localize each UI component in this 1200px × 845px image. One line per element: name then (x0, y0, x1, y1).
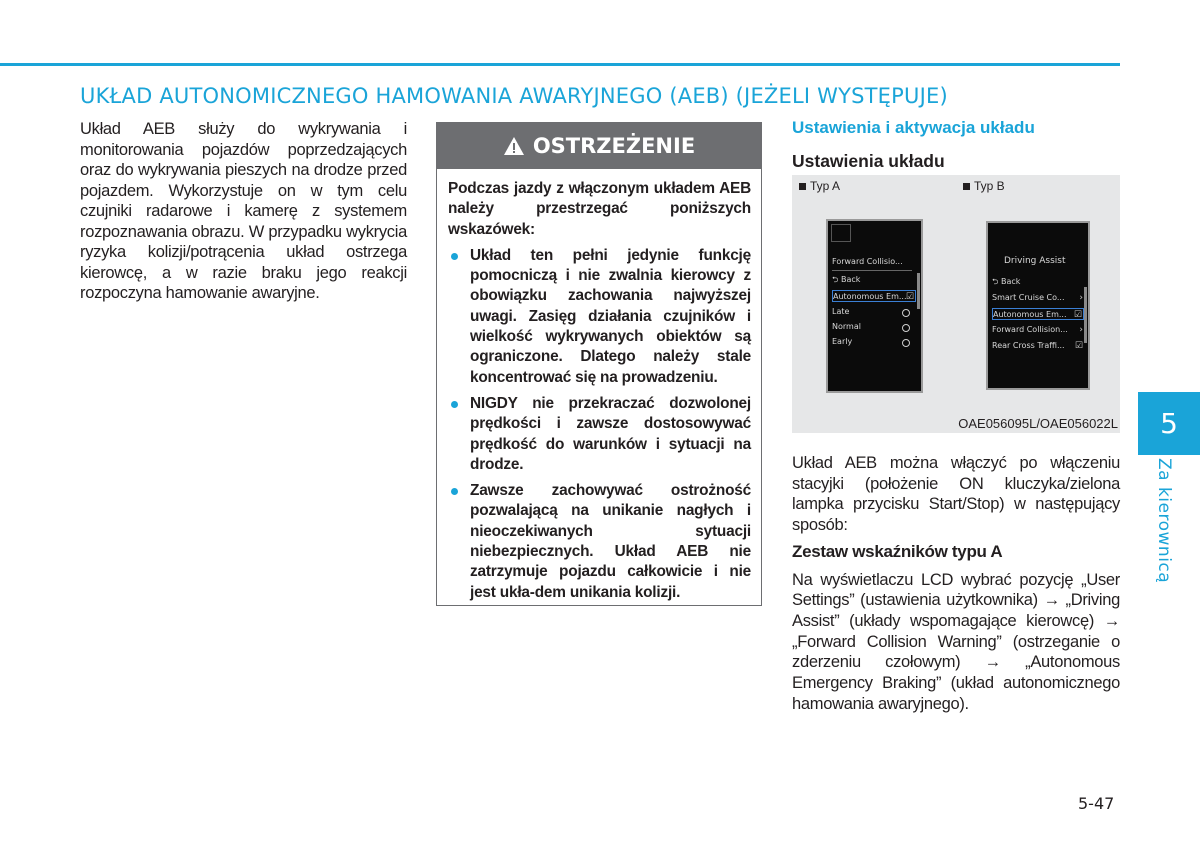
warning-item-text: Układ ten pełni jedynie funkcję pomocniczą i nie zwalnia kierowcy z obowiązku zachowania najwyższej uwagi. Zasięg działania czujników i wielkość wykrywanych obiektów są ograniczone. Dlatego należy stale koncentrować się na prowadzeniu. (470, 246, 751, 386)
warning-item (448, 246, 751, 388)
screen-a-item-text: Normal (832, 322, 861, 331)
check-icon: ☑ (1073, 310, 1082, 320)
chevron-right-icon: › (1079, 325, 1083, 335)
lcd-instructions-paragraph: Na wyświetlaczu LCD wybrać pozycję „User Settings” (ustawienia użytkownika) → „Driving Assist” (układy wspomagające kierowcę) → „Forward Collision Warning” (ostrzeganie o zderzeniu czołowym) → „Autonomous Emergency Braking” (układ autonomicznego hamowania awaryjnego). (792, 570, 1120, 713)
warning-item (448, 394, 751, 475)
warning-body (437, 169, 761, 603)
settings-figure (792, 175, 1120, 433)
activation-paragraph: Układ AEB można włączyć po włączeniu stacyjki (położenie ON kluczyka/zielona lampka przycisku Start/Stop) w następujący sposób: (792, 454, 1120, 535)
screen-b-back (992, 276, 1020, 288)
square-bullet-icon (799, 183, 806, 190)
screen-b-item (992, 340, 1084, 352)
type-a-label (799, 179, 840, 193)
screen-b-item-text: Autonomous Em... (993, 310, 1067, 319)
figure-caption: OAE056095L/OAE056022L (958, 416, 1118, 431)
check-icon: ☑ (905, 292, 914, 302)
radio-icon (902, 309, 910, 317)
screen-a-item-text: Late (832, 307, 850, 316)
warning-header (437, 123, 761, 169)
screen-a-back-text: Back (840, 275, 861, 284)
screen-b-item (992, 324, 1084, 336)
check-icon: ☑ (1074, 341, 1083, 351)
warning-item (448, 481, 751, 603)
chapter-number-tab: 5 (1138, 392, 1200, 455)
radio-icon (902, 339, 910, 347)
screen-a-item (832, 306, 916, 318)
page-title: UKŁAD AUTONOMICZNEGO HAMOWANIA AWARYJNEGO (AEB) (JEŻELI WYSTĘPUJE) (80, 84, 948, 108)
screen-b-item-text: Forward Collision... (992, 325, 1068, 334)
square-bullet-icon (963, 183, 970, 190)
scrollbar (1084, 287, 1087, 343)
type-b-label-text: Typ B (974, 179, 1005, 193)
bullet-icon (451, 253, 458, 260)
warning-intro: Podczas jazdy z włączonym układem AEB należy przestrzegać poniższych wskazówek: (448, 180, 751, 238)
back-arrow-icon: ⮌ (992, 277, 999, 286)
screen-a-item-text: Autonomous Em... (833, 292, 907, 301)
screen-b-back-text: Back (1000, 277, 1021, 286)
section-subsubheading: Ustawienia układu (792, 151, 945, 171)
activation-text (792, 453, 1120, 714)
screen-a-item-text: Early (832, 337, 853, 346)
screen-a-back (832, 274, 860, 286)
screen-b-item-text: Smart Cruise Co... (992, 293, 1065, 302)
bullet-icon (451, 401, 458, 408)
warning-item-text: Zawsze zachowywać ostrożność pozwalającą na unikanie nagłych i nieoczekiwanych sytuacji niebezpiecznych. Układ AEB nie zatrzymuje pojazdu całkowicie i nie jest ukła-dem unikania kolizji. (470, 482, 751, 601)
warning-list (448, 246, 751, 603)
type-a-label-text: Typ A (810, 179, 841, 193)
radio-icon (902, 324, 910, 332)
chevron-right-icon: › (1079, 293, 1083, 303)
scrollbar (917, 273, 920, 309)
type-b-label (963, 179, 1005, 193)
lcd-screen-type-a (826, 219, 923, 393)
screen-b-title: Driving Assist (1004, 256, 1066, 266)
bullet-icon (451, 488, 458, 495)
screen-a-title: Forward Collisio... (832, 257, 903, 266)
chapter-label: Za kierownicą (1154, 458, 1174, 584)
top-rule (0, 63, 1120, 66)
screen-a-item (832, 290, 916, 302)
screen-b-item-text: Rear Cross Traffi... (992, 341, 1065, 350)
page-number: 5-47 (1078, 794, 1115, 813)
warning-box (436, 122, 762, 606)
cluster-type-a-heading: Zestaw wskaźników typu A (792, 541, 1003, 561)
screen-b-item (992, 308, 1084, 320)
screen-b-item (992, 292, 1084, 304)
screen-icon-box (831, 224, 851, 242)
warning-triangle-icon (503, 136, 525, 156)
warning-heading: OSTRZEŻENIE (532, 134, 696, 158)
divider (832, 270, 912, 271)
section-subheading: Ustawienia i aktywacja układu (792, 118, 1035, 137)
intro-paragraph: Układ AEB służy do wykrywania i monitorowania pojazdów poprzedzających oraz do wykrywania pieszych na drodze przed pojazdem. Wykorzystuje on w tym celu czujniki radarowe i kamerę z systemem rozpoznawania obrazu. W przypadku wykrycia ryzyka kolizji/potrącenia układ ostrzega kierowcę, a w razie braku jego reakcji rozpoczyna hamowanie awaryjne. (80, 120, 407, 302)
lcd-screen-type-b (986, 221, 1090, 390)
back-arrow-icon: ⮌ (832, 275, 839, 284)
screen-a-item (832, 321, 916, 333)
screen-a-item (832, 336, 916, 348)
settings-section (792, 118, 1120, 172)
warning-item-text: NIGDY nie przekraczać dozwolonej prędkości i zawsze dostosowywać prędkość do warunków i sytuacji na drodze. (470, 394, 751, 473)
